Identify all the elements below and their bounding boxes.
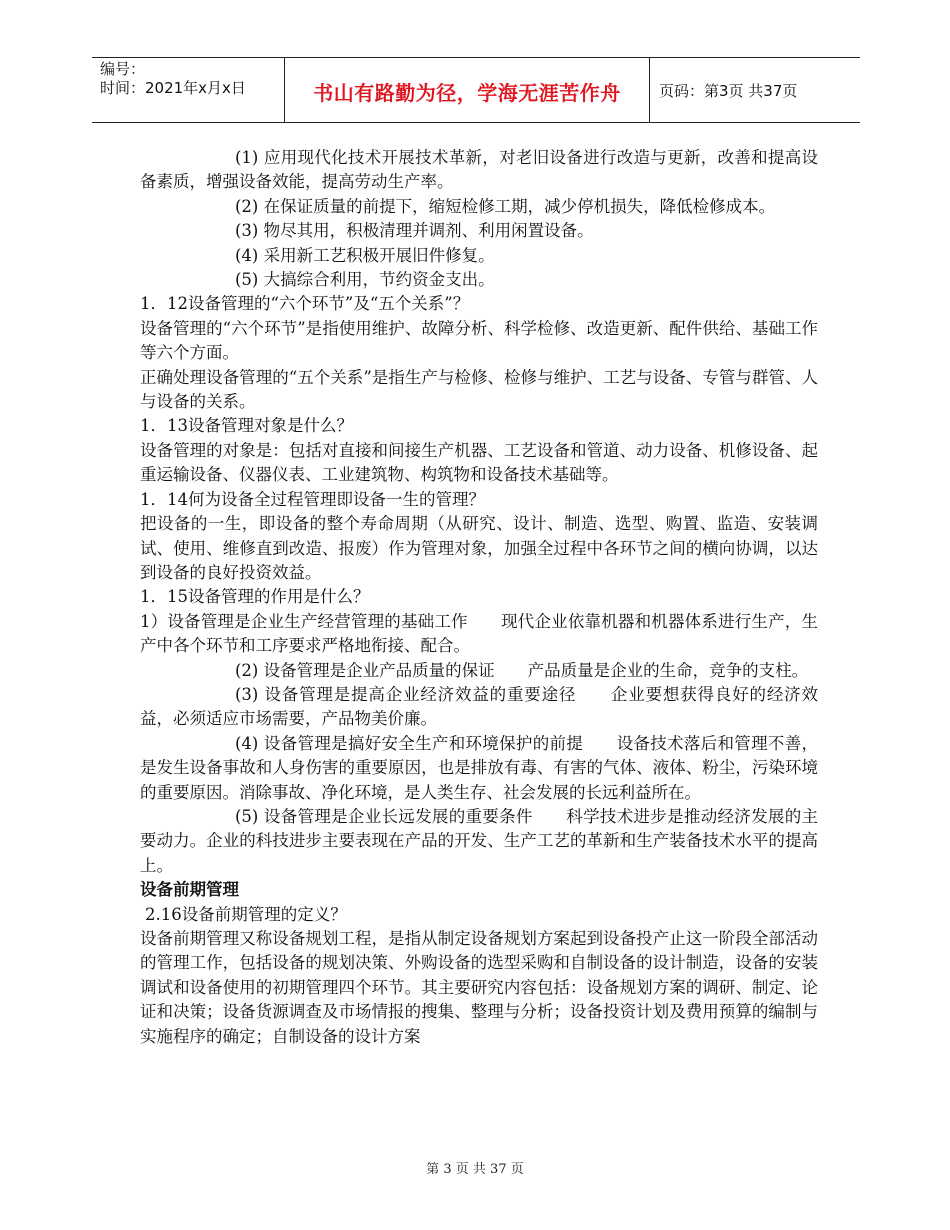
section-question: 2.16设备前期管理的定义？ — [145, 904, 347, 924]
date-label: 时间：2021年x月x日 — [100, 79, 246, 97]
paragraph: (2) 在保证质量的前提下，缩短检修工期，减少停机损失，降低检修成本。 — [235, 196, 776, 216]
paragraph: (4) 设备管理是搞好安全生产和环境保护的前提 设备技术落后和管理不善，是发生设备事故和人身伤害的重要原因，也是排放有毒、有害的气体、液体、粉尘，污染环境的重要原因。消除事故、净化环境，是人类生存、社会发展的长远利益所在。 — [140, 733, 818, 802]
paragraph-list — [140, 146, 818, 878]
paragraph: 1．12设备管理的“六个环节”及“五个关系”？ — [140, 294, 470, 314]
paragraph: (5) 大搞综合利用，节约资金支出。 — [235, 270, 495, 290]
page-info: 页码：第3页 共37页 — [659, 82, 798, 100]
paragraph: 设备管理的“六个环节”是指使用维护、故障分析、科学检修、改造更新、配件供给、基础工作等六个方面。 — [140, 318, 818, 363]
header-bottom-rule — [92, 122, 860, 123]
document-body — [140, 146, 818, 1049]
paragraph: 1．13设备管理对象是什么？ — [140, 416, 353, 436]
code-label: 编号： — [100, 60, 146, 78]
section-body: 设备前期管理又称设备规划工程，是指从制定设备规划方案起到设备投产止这一阶段全部活动的管理工作，包括设备的规划决策、外购设备的选型采购和自制设备的设计制造，设备的安装调试和设备使用的初期管理四个环节。其主要研究内容包括：设备规划方案的调研、制定、论证和决策；设备货源调查及市场情报的搜集、整理与分析；设备投资计划及费用预算的编制与实施程序的确定；自制设备的设计方案 — [140, 929, 818, 1046]
page-footer: 第 3 页 共 37 页 — [426, 1162, 524, 1177]
paragraph: (3) 设备管理是提高企业经济效益的重要途径 企业要想获得良好的经济效益，必须适应市场需要，产品物美价廉。 — [140, 684, 818, 729]
paragraph: 正确处理设备管理的“五个关系”是指生产与检修、检修与维护、工艺与设备、专管与群管、人与设备的关系。 — [140, 367, 818, 412]
header-motto: 书山有路勤为径，学海无涯苦作舟 — [313, 81, 621, 105]
paragraph: (3) 物尽其用，积极清理并调剂、利用闲置设备。 — [235, 221, 594, 241]
paragraph: (1) 应用现代化技术开展技术革新，对老旧设备进行改造与更新，改善和提高设备素质，增强设备效能，提高劳动生产率。 — [140, 148, 818, 192]
paragraph: (2) 设备管理是企业产品质量的保证 产品质量是企业的生命，竞争的支柱。 — [235, 660, 809, 680]
paragraph: 1．14何为设备全过程管理即设备一生的管理？ — [140, 489, 485, 509]
paragraph: (5) 设备管理是企业长远发展的重要条件 科学技术进步是推动经济发展的主要动力。企业的科技进步主要表现在产品的开发、生产工艺的革新和生产装备技术水平的提高上。 — [140, 806, 818, 875]
header-motto-box — [284, 57, 650, 122]
paragraph: 1．15设备管理的作用是什么？ — [140, 587, 370, 607]
paragraph: 设备管理的对象是：包括对直接和间接生产机器、工艺设备和管道、动力设备、机修设备、起重运输设备、仪器仪表、工业建筑物、构筑物和设备技术基础等。 — [140, 440, 818, 485]
section-heading: 设备前期管理 — [140, 880, 239, 900]
paragraph: 把设备的一生，即设备的整个寿命周期（从研究、设计、制造、选型、购置、监造、安装调试、使用、维修直到改造、报废）作为管理对象，加强全过程中各环节之间的横向协调，以达到设备的良好投资效益。 — [140, 514, 818, 582]
header-left-block — [100, 60, 246, 98]
paragraph: (4) 采用新工艺积极开展旧件修复。 — [235, 245, 495, 265]
paragraph: 1）设备管理是企业生产经营管理的基础工作 现代企业依靠机器和机器体系进行生产，生产中各个环节和工序要求严格地衔接、配合。 — [140, 611, 818, 656]
